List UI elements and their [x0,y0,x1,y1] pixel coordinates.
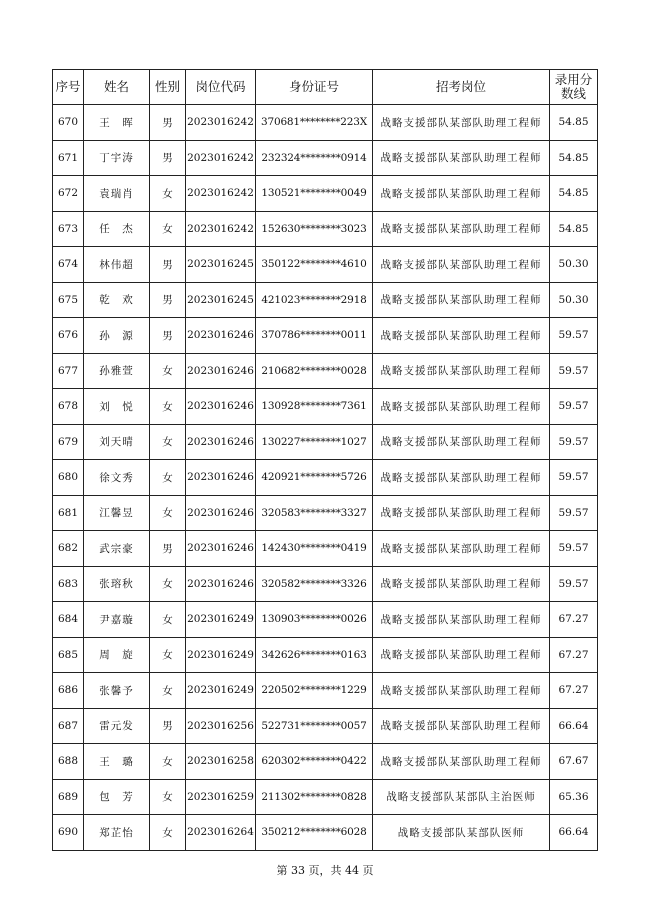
cell-seq: 671 [53,140,84,176]
table-row [53,389,598,425]
cell-post: 战略支援部队某部队助理工程师 [373,105,550,141]
cell-seq: 689 [53,779,84,815]
cell-score: 67.27 [550,673,598,709]
cell-gender: 女 [150,353,186,389]
cell-id-no: 320583********3327 [256,495,373,531]
cell-id-no: 220502********1229 [256,673,373,709]
cell-post: 战略支援部队某部队助理工程师 [373,424,550,460]
cell-post: 战略支援部队某部队助理工程师 [373,531,550,567]
cell-seq: 673 [53,211,84,247]
cell-id-no: 420921********5726 [256,460,373,496]
cell-seq: 682 [53,531,84,567]
table-row [53,531,598,567]
cell-id-no: 211302********0828 [256,779,373,815]
cell-score: 59.57 [550,566,598,602]
cell-post: 战略支援部队某部队助理工程师 [373,353,550,389]
cell-seq: 670 [53,105,84,141]
cell-gender: 女 [150,424,186,460]
cell-gender: 女 [150,744,186,780]
cell-id-no: 130521********0049 [256,176,373,212]
header-id-no: 身份证号 [256,70,373,105]
cell-post: 战略支援部队某部队助理工程师 [373,247,550,283]
table-row [53,744,598,780]
cell-post: 战略支援部队某部队助理工程师 [373,318,550,354]
cell-id-no: 620302********0422 [256,744,373,780]
cell-post-code: 2023016246 [186,495,256,531]
cell-name: 任 杰 [84,211,150,247]
cell-score: 67.67 [550,744,598,780]
table-row [53,566,598,602]
cell-id-no: 350122********4610 [256,247,373,283]
cell-seq: 688 [53,744,84,780]
cell-id-no: 370786********0011 [256,318,373,354]
cell-score: 66.64 [550,815,598,851]
cell-gender: 男 [150,140,186,176]
cell-score: 67.27 [550,637,598,673]
header-gender: 性别 [150,70,186,105]
cell-gender: 女 [150,389,186,425]
cell-seq: 676 [53,318,84,354]
table-row [53,105,598,141]
table-row [53,318,598,354]
cell-gender: 女 [150,566,186,602]
cell-name: 王 璐 [84,744,150,780]
table-row [53,708,598,744]
cell-post: 战略支援部队某部队助理工程师 [373,673,550,709]
cell-post: 战略支援部队某部队助理工程师 [373,389,550,425]
page-footer: 第 33 页，共 44 页 [276,864,374,877]
cell-post: 战略支援部队某部队医师 [373,815,550,851]
cell-score: 65.36 [550,779,598,815]
cell-id-no: 152630********3023 [256,211,373,247]
cell-name: 林伟超 [84,247,150,283]
header-post: 招考岗位 [373,70,550,105]
cell-score: 50.30 [550,282,598,318]
cell-score: 59.57 [550,531,598,567]
header-name: 姓名 [84,70,150,105]
cell-score: 59.57 [550,318,598,354]
cell-name: 雷元发 [84,708,150,744]
cell-post-code: 2023016256 [186,708,256,744]
cell-gender: 男 [150,531,186,567]
cell-score: 66.64 [550,708,598,744]
cell-id-no: 142430********0419 [256,531,373,567]
cell-id-no: 370681********223X [256,105,373,141]
document-sheet [52,69,597,851]
cell-name: 乾 欢 [84,282,150,318]
cell-name: 丁宇涛 [84,140,150,176]
header-post-code: 岗位代码 [186,70,256,105]
cell-name: 徐文秀 [84,460,150,496]
table-header-row [53,70,598,105]
cell-name: 周 旋 [84,637,150,673]
cell-id-no: 130227********1027 [256,424,373,460]
cell-post: 战略支援部队某部队助理工程师 [373,140,550,176]
table-row [53,779,598,815]
cell-score: 59.57 [550,424,598,460]
cell-gender: 男 [150,282,186,318]
cell-post-code: 2023016249 [186,602,256,638]
table-row [53,673,598,709]
cell-post: 战略支援部队某部队助理工程师 [373,637,550,673]
cell-score: 59.57 [550,389,598,425]
cell-id-no: 342626********0163 [256,637,373,673]
cell-name: 刘天晴 [84,424,150,460]
cell-gender: 女 [150,176,186,212]
table-row [53,460,598,496]
cell-name: 刘 悦 [84,389,150,425]
cell-post-code: 2023016246 [186,318,256,354]
cell-post-code: 2023016246 [186,424,256,460]
cell-post-code: 2023016259 [186,779,256,815]
cell-seq: 687 [53,708,84,744]
cell-name: 江馨昱 [84,495,150,531]
cell-post-code: 2023016242 [186,176,256,212]
table-row [53,211,598,247]
header-score: 录用分数线 [550,70,598,105]
cell-post-code: 2023016246 [186,353,256,389]
cell-id-no: 130903********0026 [256,602,373,638]
cell-gender: 男 [150,318,186,354]
cell-post-code: 2023016264 [186,815,256,851]
cell-post-code: 2023016246 [186,389,256,425]
cell-post: 战略支援部队某部队助理工程师 [373,211,550,247]
cell-score: 67.27 [550,602,598,638]
cell-post: 战略支援部队某部队助理工程师 [373,176,550,212]
cell-score: 50.30 [550,247,598,283]
cell-score: 54.85 [550,140,598,176]
cell-seq: 675 [53,282,84,318]
cell-name: 孙 源 [84,318,150,354]
cell-score: 54.85 [550,105,598,141]
table-row [53,602,598,638]
cell-gender: 女 [150,779,186,815]
cell-post-code: 2023016246 [186,460,256,496]
cell-post-code: 2023016242 [186,211,256,247]
cell-seq: 672 [53,176,84,212]
cell-id-no: 320582********3326 [256,566,373,602]
table-row [53,637,598,673]
cell-post: 战略支援部队某部队助理工程师 [373,708,550,744]
table-row [53,247,598,283]
cell-gender: 女 [150,495,186,531]
cell-gender: 女 [150,673,186,709]
cell-score: 54.85 [550,176,598,212]
cell-score: 59.57 [550,495,598,531]
cell-gender: 女 [150,460,186,496]
cell-gender: 男 [150,247,186,283]
table-row [53,140,598,176]
cell-score: 59.57 [550,353,598,389]
cell-name: 孙雅萱 [84,353,150,389]
cell-post: 战略支援部队某部队助理工程师 [373,566,550,602]
table-row [53,353,598,389]
cell-post-code: 2023016242 [186,105,256,141]
cell-score: 54.85 [550,211,598,247]
table-row [53,815,598,851]
cell-seq: 686 [53,673,84,709]
header-seq: 序号 [53,70,84,105]
cell-gender: 女 [150,815,186,851]
cell-gender: 男 [150,105,186,141]
cell-id-no: 210682********0028 [256,353,373,389]
cell-name: 武宗豪 [84,531,150,567]
cell-post-code: 2023016249 [186,673,256,709]
cell-seq: 680 [53,460,84,496]
cell-post: 战略支援部队某部队助理工程师 [373,744,550,780]
cell-seq: 684 [53,602,84,638]
cell-gender: 女 [150,211,186,247]
cell-post-code: 2023016246 [186,566,256,602]
table-body [53,105,598,851]
table-row [53,176,598,212]
cell-gender: 男 [150,708,186,744]
cell-post-code: 2023016249 [186,637,256,673]
table-row [53,495,598,531]
cell-id-no: 522731********0057 [256,708,373,744]
cell-name: 郑芷怡 [84,815,150,851]
cell-name: 张馨予 [84,673,150,709]
cell-post: 战略支援部队某部队助理工程师 [373,282,550,318]
cell-seq: 679 [53,424,84,460]
cell-seq: 674 [53,247,84,283]
cell-id-no: 130928********7361 [256,389,373,425]
cell-seq: 685 [53,637,84,673]
cell-seq: 681 [53,495,84,531]
cell-post-code: 2023016245 [186,247,256,283]
admission-table [52,69,598,851]
table-row [53,424,598,460]
cell-seq: 677 [53,353,84,389]
cell-post-code: 2023016245 [186,282,256,318]
cell-name: 包 芳 [84,779,150,815]
cell-score: 59.57 [550,460,598,496]
cell-post-code: 2023016246 [186,531,256,567]
cell-post-code: 2023016258 [186,744,256,780]
cell-gender: 女 [150,637,186,673]
cell-seq: 690 [53,815,84,851]
cell-id-no: 232324********0914 [256,140,373,176]
cell-seq: 683 [53,566,84,602]
cell-name: 王 晖 [84,105,150,141]
cell-name: 尹嘉璇 [84,602,150,638]
cell-id-no: 421023********2918 [256,282,373,318]
cell-post: 战略支援部队某部队助理工程师 [373,602,550,638]
cell-name: 张瑢秋 [84,566,150,602]
cell-name: 袁瑞肖 [84,176,150,212]
table-row [53,282,598,318]
cell-gender: 女 [150,602,186,638]
cell-post-code: 2023016242 [186,140,256,176]
cell-seq: 678 [53,389,84,425]
cell-post: 战略支援部队某部队助理工程师 [373,495,550,531]
cell-post: 战略支援部队某部队助理工程师 [373,460,550,496]
cell-post: 战略支援部队某部队主治医师 [373,779,550,815]
cell-id-no: 350212********6028 [256,815,373,851]
